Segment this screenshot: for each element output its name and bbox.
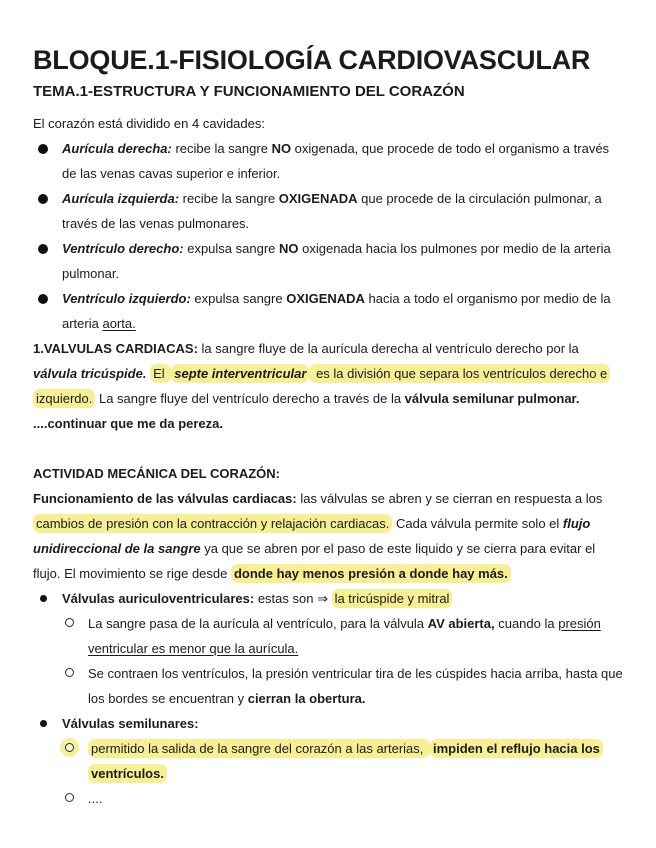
paragraph [33, 111, 624, 136]
text-segment: Aurícula izquierda: [62, 191, 183, 206]
text-segment: la sangre fluye de la aurícula derecha al ventrículo derecho por la [201, 341, 579, 356]
text-segment: OXIGENADA [286, 291, 365, 306]
text-segment: que procede de la circulación pulmonar, a través de las venas pulmonares. [62, 191, 602, 231]
text-segment: donde hay menos presión a donde hay más. [231, 564, 511, 583]
text-segment: NO [271, 141, 292, 156]
text-segment: válvula semilunar pulmonar. ....continuar que me da pereza. [33, 391, 580, 431]
text-content [33, 341, 610, 431]
text-segment: estas son ⇒ [257, 591, 332, 606]
list-item [33, 586, 624, 611]
text-segment: es la división que separa los ventrículos derecho e izquierdo. [33, 364, 610, 408]
list-item [33, 136, 624, 186]
text-content [33, 491, 602, 583]
text-content [62, 589, 452, 608]
bullet-icon [38, 244, 48, 254]
text-segment: Se contraen los ventrículos, la presión ventricular tira de les cúspides hacia arriba, hasta que los bordes se encuentran y [88, 666, 623, 706]
text-segment: cuando la [494, 616, 559, 631]
text-segment: permitido la salida de la sangre del corazón a las arterias, [88, 739, 430, 758]
text-content [88, 739, 603, 783]
text-segment: aorta. [102, 316, 136, 331]
text-segment: El [150, 364, 171, 383]
text-segment: expulsa sangre [187, 241, 279, 256]
text-segment: oxigenada, que procede de todo el organismo a través de las venas cavas superior e inferior. [62, 141, 610, 181]
text-segment: La sangre fluye del ventrículo derecho a través de la [95, 391, 405, 406]
text-content [62, 716, 199, 731]
bullet-icon [38, 144, 48, 154]
text-segment: Funcionamiento de las válvulas cardiacas: [33, 491, 301, 506]
list-item [33, 286, 624, 336]
text-segment: La sangre pasa de la aurícula al ventrículo, para la válvula [88, 616, 428, 631]
text-segment: flujo unidireccional de la sangre [33, 516, 591, 556]
circle-bullet-icon [65, 618, 74, 627]
circle-bullet-icon [65, 793, 74, 802]
text-segment: Válvulas semilunares: [62, 716, 199, 731]
text-segment: Aurícula derecha: [62, 141, 176, 156]
text-segment: oxigenada hacia los pulmones por medio de la arteria pulmonar. [62, 241, 611, 281]
text-content [88, 791, 102, 806]
text-segment: Válvulas auriculoventriculares: [62, 591, 258, 606]
text-segment: .... [88, 791, 103, 806]
text-segment: OXIGENADA [278, 191, 358, 206]
bullet-icon [38, 194, 48, 204]
list-item [33, 186, 624, 236]
list-item [33, 711, 624, 736]
paragraph [33, 336, 624, 436]
circle-bullet-icon [65, 668, 74, 677]
paragraph-spacer [33, 436, 624, 461]
bullet-icon [40, 595, 47, 602]
text-content [33, 116, 265, 131]
text-segment: ya que se abren por el paso de este liquido y se cierra para evitar el flujo. El movimiento se rige desde [33, 541, 596, 581]
document-title: BLOQUE.1-FISIOLOGÍA CARDIOVASCULAR [33, 45, 591, 75]
text-segment: Ventrículo derecho: [62, 241, 188, 256]
circle-bullet-icon [65, 743, 74, 752]
text-segment: válvula tricúspide. [33, 366, 147, 381]
document-subtitle: TEMA.1-ESTRUCTURA Y FUNCIONAMIENTO DEL CORAZÓN [33, 83, 465, 100]
document-body [33, 111, 624, 811]
text-segment: las válvulas se abren y se cierran en respuesta a los [300, 491, 603, 506]
text-segment: la tricúspide y mitral [332, 589, 453, 608]
text-segment: Cada válvula permite solo el [392, 516, 563, 531]
text-segment: AV abierta, [427, 616, 495, 631]
text-segment: recibe la sangre [182, 191, 279, 206]
text-content [62, 241, 611, 281]
text-segment: ACTIVIDAD MECÁNICA DEL CORAZÓN: [33, 466, 280, 481]
list-item [33, 661, 624, 711]
text-segment: El corazón está dividido en 4 cavidades: [33, 116, 265, 131]
text-segment: septe interventricular [171, 364, 309, 383]
text-segment: expulsa sangre [194, 291, 287, 306]
text-segment: NO [279, 241, 299, 256]
text-content [88, 616, 601, 656]
text-segment: hacia a todo el organismo por medio de la arteria [62, 291, 611, 331]
list-item [33, 736, 624, 786]
text-content [62, 191, 602, 231]
text-segment: cambios de presión con la contracción y relajación cardiacas. [33, 514, 392, 533]
list-item [33, 611, 624, 661]
text-content [88, 666, 623, 706]
text-segment: recibe la sangre [175, 141, 272, 156]
list-item [33, 786, 624, 811]
text-segment: Ventrículo izquierdo: [62, 291, 195, 306]
list-item [33, 236, 624, 286]
paragraph [33, 486, 624, 586]
text-segment: 1.VALVULAS CARDIACAS: [33, 341, 202, 356]
text-segment: cierran la obertura. [247, 691, 366, 706]
text-segment: impiden el reflujo hacia los ventrículos. [88, 739, 603, 783]
bullet-icon [38, 294, 48, 304]
bullet-icon [40, 720, 47, 727]
paragraph [33, 461, 624, 486]
text-content [62, 291, 611, 331]
text-content [62, 141, 609, 181]
text-segment: presión ventricular es menor que la aurícula. [88, 616, 601, 656]
text-content [33, 466, 280, 481]
